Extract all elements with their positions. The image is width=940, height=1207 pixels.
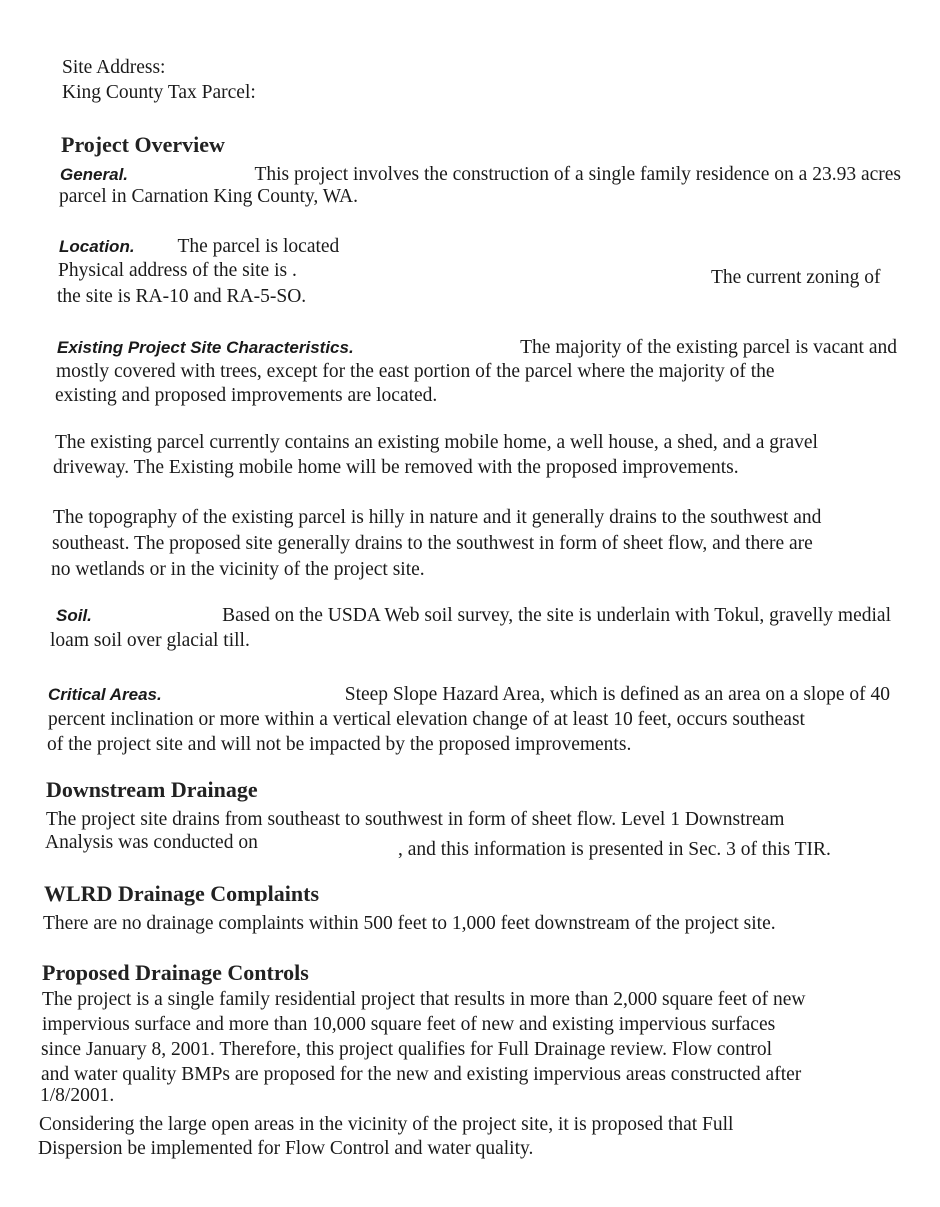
general-text-1: This project involves the construction of a single family residence on a 23.93 acres	[254, 164, 901, 185]
controls-text-2: impervious surface and more than 10,000 square feet of new and existing impervious surfaces	[42, 1014, 776, 1035]
critical-areas-label: Critical Areas.	[48, 685, 162, 704]
soil-text-1: Based on the USDA Web soil survey, the site is underlain with Tokul, gravelly medial	[222, 605, 891, 626]
general-text-2: parcel in Carnation King County, WA.	[59, 186, 358, 207]
critical-line-1	[48, 683, 890, 706]
topography-text-1: The topography of the existing parcel is hilly in nature and it generally drains to the southwest and	[53, 507, 822, 528]
soil-line-1	[56, 604, 891, 627]
critical-text-3: of the project site and will not be impacted by the proposed improvements.	[47, 734, 632, 755]
general-label: General.	[60, 165, 129, 184]
controls-text-7: Dispersion be implemented for Flow Control and water quality.	[38, 1138, 534, 1159]
controls-text-6: Considering the large open areas in the vicinity of the project site, it is proposed that Full	[39, 1114, 734, 1135]
location-text-2a: Physical address of the site is .	[58, 260, 297, 281]
location-text-2b: The current zoning of	[711, 267, 881, 288]
existing-text-3: existing and proposed improvements are located.	[55, 385, 438, 406]
topography-text-2: southeast. The proposed site generally drains to the southwest in form of sheet flow, and there are	[52, 533, 813, 554]
downstream-text-2b: , and this information is presented in Sec. 3 of this TIR.	[398, 839, 831, 860]
downstream-text-2a: Analysis was conducted on	[45, 832, 258, 853]
critical-text-2: percent inclination or more within a vertical elevation change of at least 10 feet, occurs southeast	[48, 709, 805, 730]
topography-text-3: no wetlands or in the vicinity of the project site.	[51, 559, 425, 580]
parcel-text-1: The existing parcel currently contains an existing mobile home, a well house, a shed, and a gravel	[55, 432, 818, 453]
location-line-1	[59, 235, 339, 258]
location-text-3: the site is RA-10 and RA-5-SO.	[57, 286, 307, 307]
existing-text-2: mostly covered with trees, except for the east portion of the parcel where the majority of the	[56, 361, 775, 382]
downstream-text-1: The project site drains from southeast to southwest in form of sheet flow. Level 1 Downstream	[46, 809, 785, 830]
soil-text-2: loam soil over glacial till.	[50, 630, 250, 651]
site-address-label: Site Address:	[62, 57, 166, 78]
location-label: Location.	[59, 237, 135, 256]
critical-text-1: Steep Slope Hazard Area, which is defined as an area on a slope of 40	[344, 684, 890, 705]
downstream-drainage-heading: Downstream Drainage	[46, 777, 258, 802]
tax-parcel-label: King County Tax Parcel:	[62, 82, 256, 103]
soil-label: Soil.	[56, 606, 92, 625]
existing-line-1	[57, 336, 897, 359]
proposed-controls-heading: Proposed Drainage Controls	[42, 960, 309, 985]
controls-text-1: The project is a single family residential project that results in more than 2,000 square feet of new	[42, 989, 806, 1010]
location-text-1: The parcel is located	[177, 236, 340, 257]
existing-text-1: The majority of the existing parcel is vacant and	[520, 337, 897, 358]
parcel-text-2: driveway. The Existing mobile home will be removed with the proposed improvements.	[53, 457, 739, 478]
complaints-heading: WLRD Drainage Complaints	[44, 881, 320, 906]
controls-text-5: 1/8/2001.	[40, 1085, 115, 1106]
controls-text-4: and water quality BMPs are proposed for the new and existing impervious areas constructed after	[41, 1064, 802, 1085]
controls-text-3: since January 8, 2001. Therefore, this project qualifies for Full Drainage review. Flow control	[41, 1039, 773, 1060]
complaints-text-1: There are no drainage complaints within 500 feet to 1,000 feet downstream of the project site.	[43, 913, 776, 934]
existing-label: Existing Project Site Characteristics.	[57, 338, 354, 357]
project-overview-heading: Project Overview	[61, 132, 225, 157]
general-paragraph-line-1	[60, 163, 901, 186]
